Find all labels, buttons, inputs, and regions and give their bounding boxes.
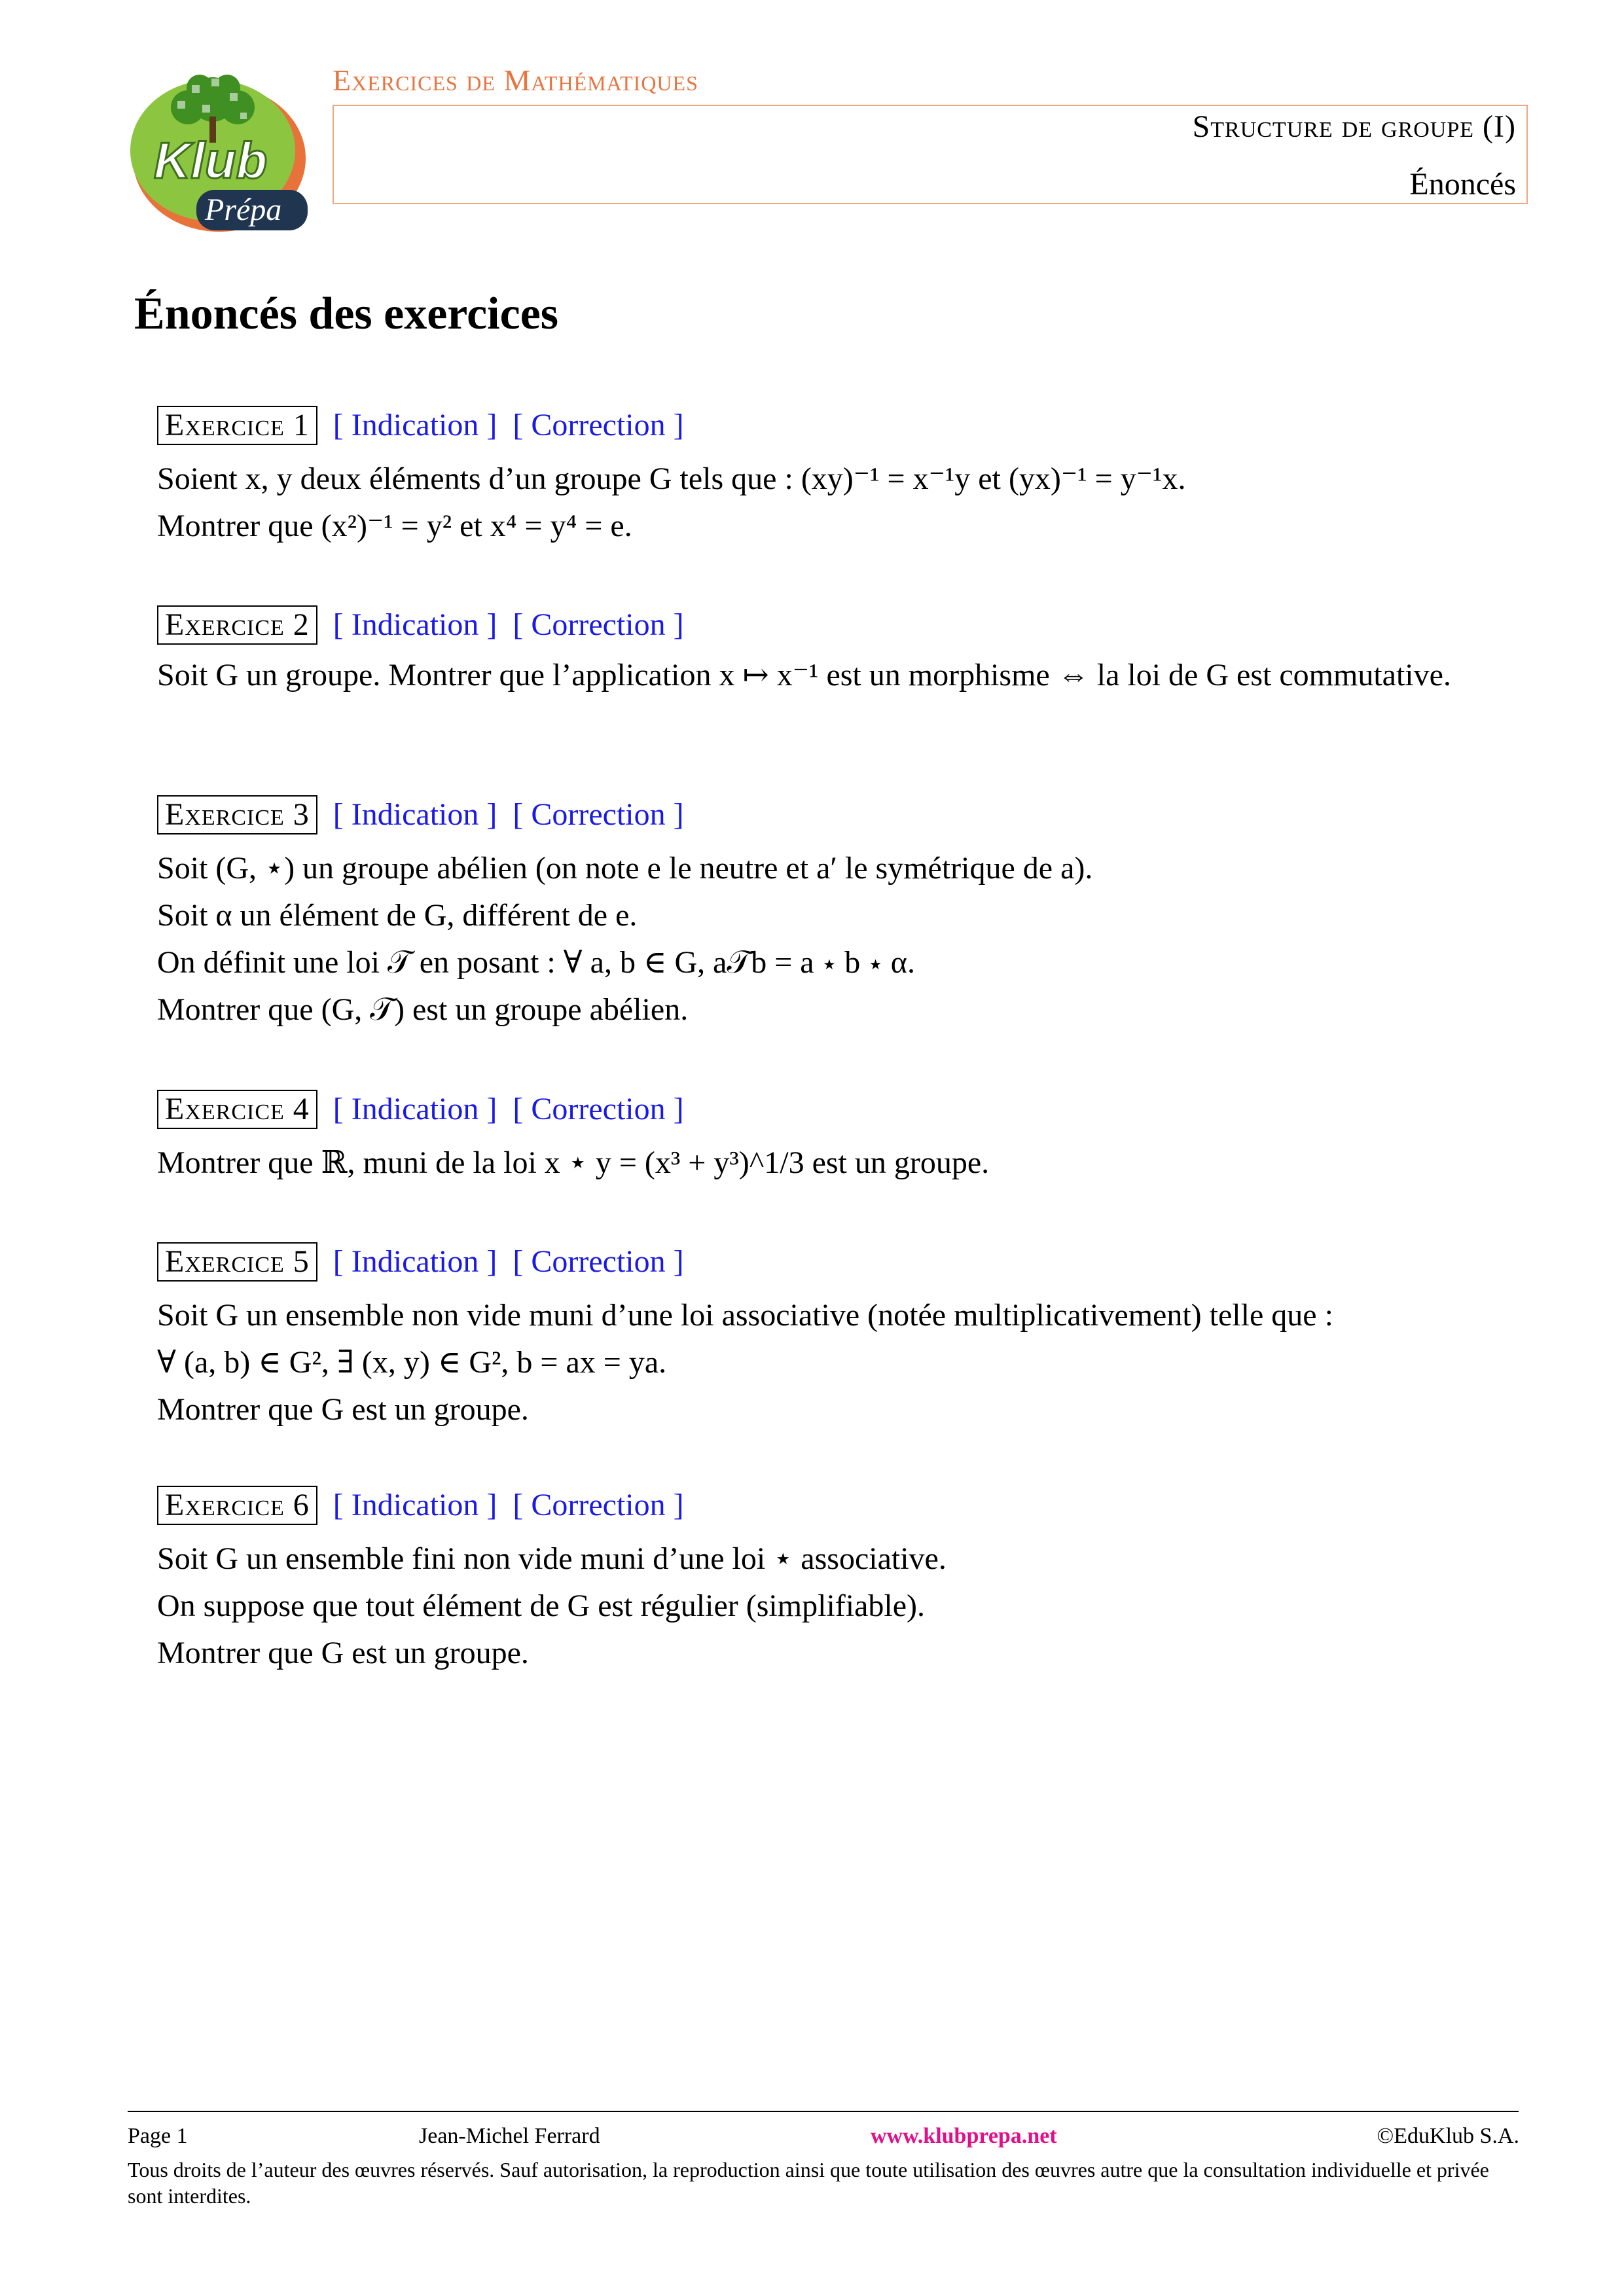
indication-link[interactable]: [ Indication ] — [333, 1488, 497, 1522]
indication-link[interactable]: [ Indication ] — [333, 408, 497, 442]
exercise-5 — [157, 1242, 1333, 1433]
statement-line: Montrer que G est un groupe. — [157, 1392, 529, 1427]
exercise-header — [157, 1090, 989, 1132]
correction-link[interactable]: [ Correction ] — [513, 607, 684, 642]
statement-line: Soit (G, ⋆) un groupe abélien (on note e le neutre et a′ le symétrique de a). — [157, 851, 1093, 886]
exercise-label: Exercice 3 — [157, 795, 317, 834]
indication-link[interactable]: [ Indication ] — [333, 607, 497, 642]
exercise-label: Exercice 1 — [157, 406, 317, 445]
correction-link[interactable]: [ Correction ] — [513, 408, 684, 442]
exercise-statement — [157, 1535, 947, 1677]
statement-line: Montrer que ℝ, muni de la loi x ⋆ y = (x³ + y³)^1/3 est un groupe. — [157, 1145, 990, 1180]
header-box — [333, 105, 1528, 204]
exercise-statement — [157, 1139, 989, 1187]
statement-line: Montrer que G est un groupe. — [157, 1636, 529, 1670]
rights-notice: Tous droits de l’auteur des œuvres réservés. Sauf autorisation, la reproduction ainsi que toute utilisation des œuvres autre que la consultation individuelle et privée sont interdites. — [128, 2158, 1489, 2208]
indication-link[interactable]: [ Indication ] — [333, 797, 497, 832]
page-number: Page 1 — [128, 2124, 188, 2148]
correction-link[interactable]: [ Correction ] — [513, 1488, 684, 1522]
statement-line: On définit une loi 𝒯 en posant : ∀ a, b ∈ G, a𝒯b = a ⋆ b ⋆ α. — [157, 945, 915, 980]
exercise-label: Exercice 5 — [157, 1242, 317, 1282]
exercise-label: Exercice 2 — [157, 605, 317, 645]
klubprepa-logo — [115, 59, 311, 236]
exercise-6 — [157, 1486, 947, 1677]
page-title: Énoncés des exercices — [134, 289, 559, 339]
exercise-header — [157, 1242, 1333, 1284]
indication-link[interactable]: [ Indication ] — [333, 1244, 497, 1279]
exercise-statement — [157, 845, 1092, 1033]
svg-text:Klub: Klub — [154, 132, 268, 189]
exercise-label: Exercice 6 — [157, 1486, 317, 1525]
exercise-header — [157, 406, 1185, 448]
copyright: ©EduKlub S.A. — [1377, 2124, 1519, 2148]
correction-link[interactable]: [ Correction ] — [513, 1092, 684, 1126]
exercise-statement — [157, 1292, 1333, 1433]
statement-line: On suppose que tout élément de G est régulier (simplifiable). — [157, 1588, 926, 1623]
statement-line: Soit G un ensemble fini non vide muni d’une loi ⋆ associative. — [157, 1541, 947, 1576]
statement-line: Montrer que (G, 𝒯) est un groupe abélien. — [157, 992, 689, 1027]
statement-line: Soient x, y deux éléments d’un groupe G tels que : (xy)⁻¹ = x⁻¹y et (yx)⁻¹ = y⁻¹x. — [157, 461, 1186, 496]
exercise-1 — [157, 406, 1185, 550]
exercise-header — [157, 795, 1092, 837]
exercise-label: Exercice 4 — [157, 1090, 317, 1129]
statement-line: Montrer que (x²)⁻¹ = y² et x⁴ = y⁴ = e. — [157, 509, 632, 543]
correction-link[interactable]: [ Correction ] — [513, 1244, 684, 1279]
indication-link[interactable]: [ Indication ] — [333, 1092, 497, 1126]
statement-line: Soit G un groupe. Montrer que l’application x ↦ x⁻¹ est un morphisme ⇔ la loi de G est commutative. — [157, 658, 1451, 692]
exercise-header — [157, 1486, 947, 1528]
series-title: Exercices de Mathématiques — [333, 63, 698, 97]
exercise-4 — [157, 1090, 989, 1187]
exercise-statement — [157, 456, 1185, 550]
exercise-statement — [157, 655, 1486, 696]
website-link[interactable]: www.klubprepa.net — [871, 2124, 1057, 2148]
correction-link[interactable]: [ Correction ] — [513, 797, 684, 832]
chapter-title: Structure de groupe (I) — [1192, 109, 1516, 144]
exercise-header — [157, 605, 1486, 647]
footer-divider — [128, 2111, 1519, 2112]
statement-line: Soit G un ensemble non vide muni d’une loi associative (notée multiplicativement) telle que : — [157, 1298, 1333, 1333]
statement-line: ∀ (a, b) ∈ G², ∃ (x, y) ∈ G², b = ax = ya. — [157, 1345, 667, 1380]
author-name: Jean-Michel Ferrard — [419, 2124, 600, 2148]
section-title: Énoncés — [1409, 167, 1516, 202]
statement-line: Soit α un élément de G, différent de e. — [157, 898, 638, 933]
exercise-2 — [157, 605, 1486, 696]
svg-text:Prépa: Prépa — [205, 192, 282, 227]
exercise-3 — [157, 795, 1092, 1033]
